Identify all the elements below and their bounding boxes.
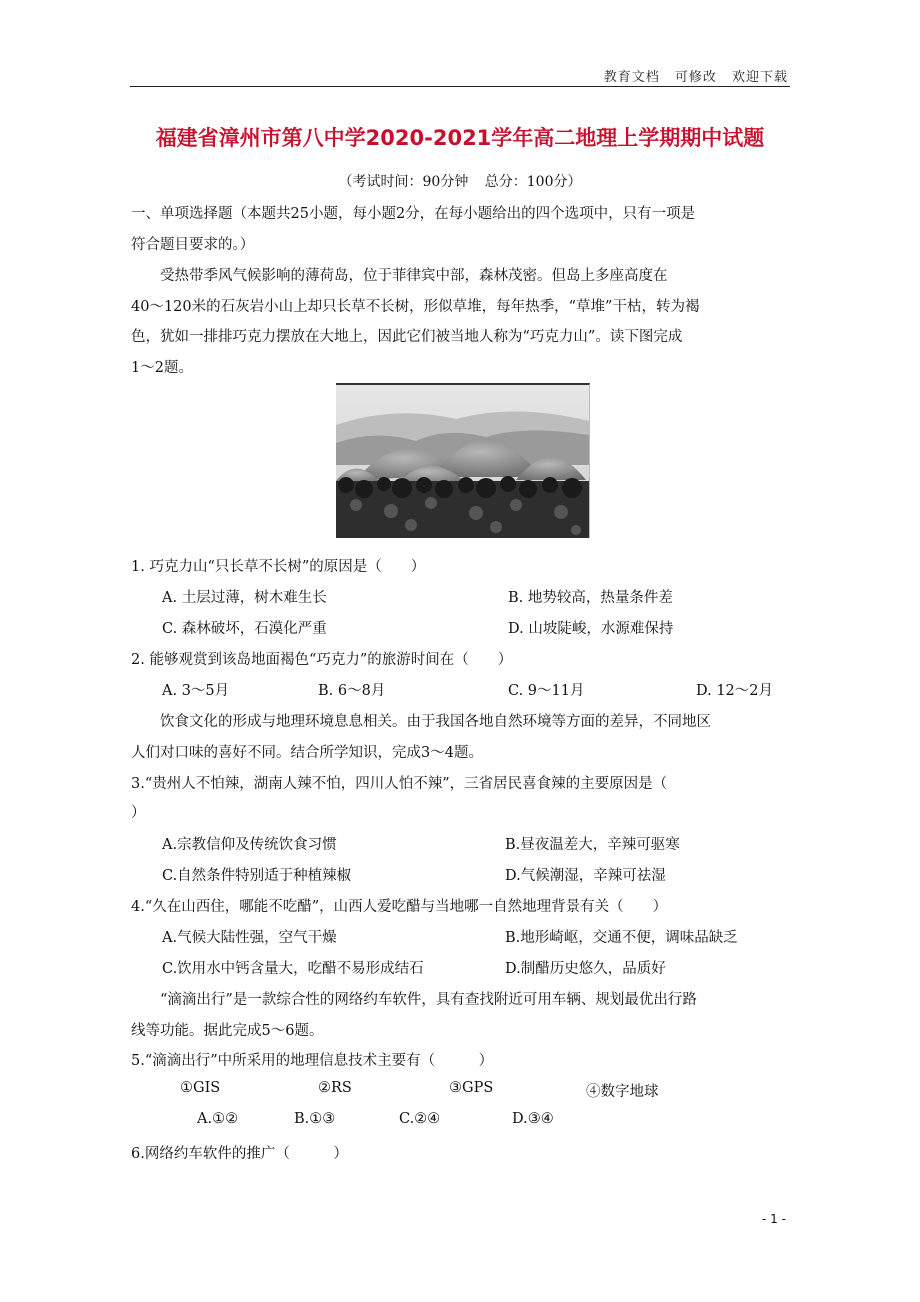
q3-stem-continued: ） [131, 805, 146, 821]
q2-option-d: D. 12～2月 [696, 683, 774, 699]
passage1-line-1: 受热带季风气候影响的薄荷岛，位于菲律宾中部，森林茂密。但岛上多座高度在 [160, 268, 668, 284]
q4-option-d: D.制醋历史悠久，品质好 [505, 961, 666, 977]
q1-option-d: D. 山坡陡峻，水源难保持 [508, 621, 674, 637]
exam-info: （考试时间：90分钟 总分：100分） [338, 174, 582, 190]
header-divider [130, 86, 790, 87]
page-number: - 1 - [762, 1212, 786, 1226]
passage1-line-2: 40～120米的石灰岩小山上却只长草不长树，形似草堆，每年热季，“草堆”干枯，转为褐 [131, 299, 700, 315]
q4-stem: 4.“久在山西住，哪能不吃醋”，山西人爱吃醋与当地哪一自然地理背景有关（ ） [131, 899, 668, 915]
passage2-line-1: 饮食文化的形成与地理环境息息相关。由于我国各地自然环境等方面的差异，不同地区 [160, 714, 711, 730]
passage3-line-1: “滴滴出行”是一款综合性的网络约车软件，具有查找附近可用车辆、规划最优出行路 [160, 992, 697, 1008]
q4-option-b: B.地形崎岖，交通不便，调味品缺乏 [505, 930, 738, 946]
q1-option-a: A. 土层过薄，树木难生长 [162, 590, 327, 606]
chocolate-hills-photo [336, 383, 590, 538]
passage2-line-2: 人们对口味的喜好不同。结合所学知识，完成3～4题。 [131, 745, 483, 761]
q5-item-4: ④数字地球 [586, 1084, 659, 1100]
q3-option-c: C.自然条件特别适于种植辣椒 [162, 868, 352, 884]
q5-item-1: ①GIS [180, 1080, 221, 1096]
passage3-line-2: 线等功能。据此完成5～6题。 [131, 1023, 324, 1039]
q5-option-c: C.②④ [399, 1111, 441, 1127]
q2-option-c: C. 9～11月 [508, 683, 585, 699]
q5-item-2: ②RS [318, 1080, 352, 1096]
header-text: 教育文档 可修改 欢迎下载 [603, 70, 788, 85]
q2-option-b: B. 6～8月 [318, 683, 386, 699]
q2-stem: 2. 能够观赏到该岛地面褐色“巧克力”的旅游时间在（ ） [131, 652, 513, 668]
q3-option-d: D.气候潮湿，辛辣可祛湿 [505, 868, 666, 884]
q5-item-3: ③GPS [449, 1080, 494, 1096]
section-heading-line-1: 一、单项选择题（本题共25小题，每小题2分，在每小题给出的四个选项中，只有一项是 [131, 206, 696, 222]
q5-option-b: B.①③ [294, 1111, 336, 1127]
q2-option-a: A. 3～5月 [162, 683, 230, 699]
q6-stem: 6.网络约车软件的推广（ ） [131, 1146, 348, 1162]
q4-option-a: A.气候大陆性强，空气干燥 [162, 930, 337, 946]
q5-stem: 5.“滴滴出行”中所采用的地理信息技术主要有（ ） [131, 1053, 494, 1069]
passage1-line-4: 1～2题。 [131, 360, 193, 376]
q4-option-c: C.饮用水中钙含量大，吃醋不易形成结石 [162, 961, 424, 977]
q3-option-b: B.昼夜温差大，辛辣可驱寒 [505, 837, 680, 853]
q3-option-a: A.宗教信仰及传统饮食习惯 [162, 837, 337, 853]
q1-option-b: B. 地势较高，热量条件差 [508, 590, 673, 606]
q5-option-d: D.③④ [512, 1111, 554, 1127]
page-title: 福建省漳州市第八中学2020-2021学年高二地理上学期期中试题 [155, 126, 765, 150]
q3-stem: 3.“贵州人不怕辣，湖南人辣不怕，四川人怕不辣”，三省居民喜食辣的主要原因是（ [131, 776, 668, 792]
section-heading-line-2: 符合题目要求的。） [131, 237, 255, 253]
q5-option-a: A.①② [197, 1111, 239, 1127]
q1-option-c: C. 森林破坏，石漠化严重 [162, 621, 327, 637]
q1-stem: 1. 巧克力山“只长草不长树”的原因是（ ） [131, 559, 426, 575]
passage1-line-3: 色，犹如一排排巧克力摆放在大地上，因此它们被当地人称为“巧克力山”。读下图完成 [131, 329, 683, 345]
